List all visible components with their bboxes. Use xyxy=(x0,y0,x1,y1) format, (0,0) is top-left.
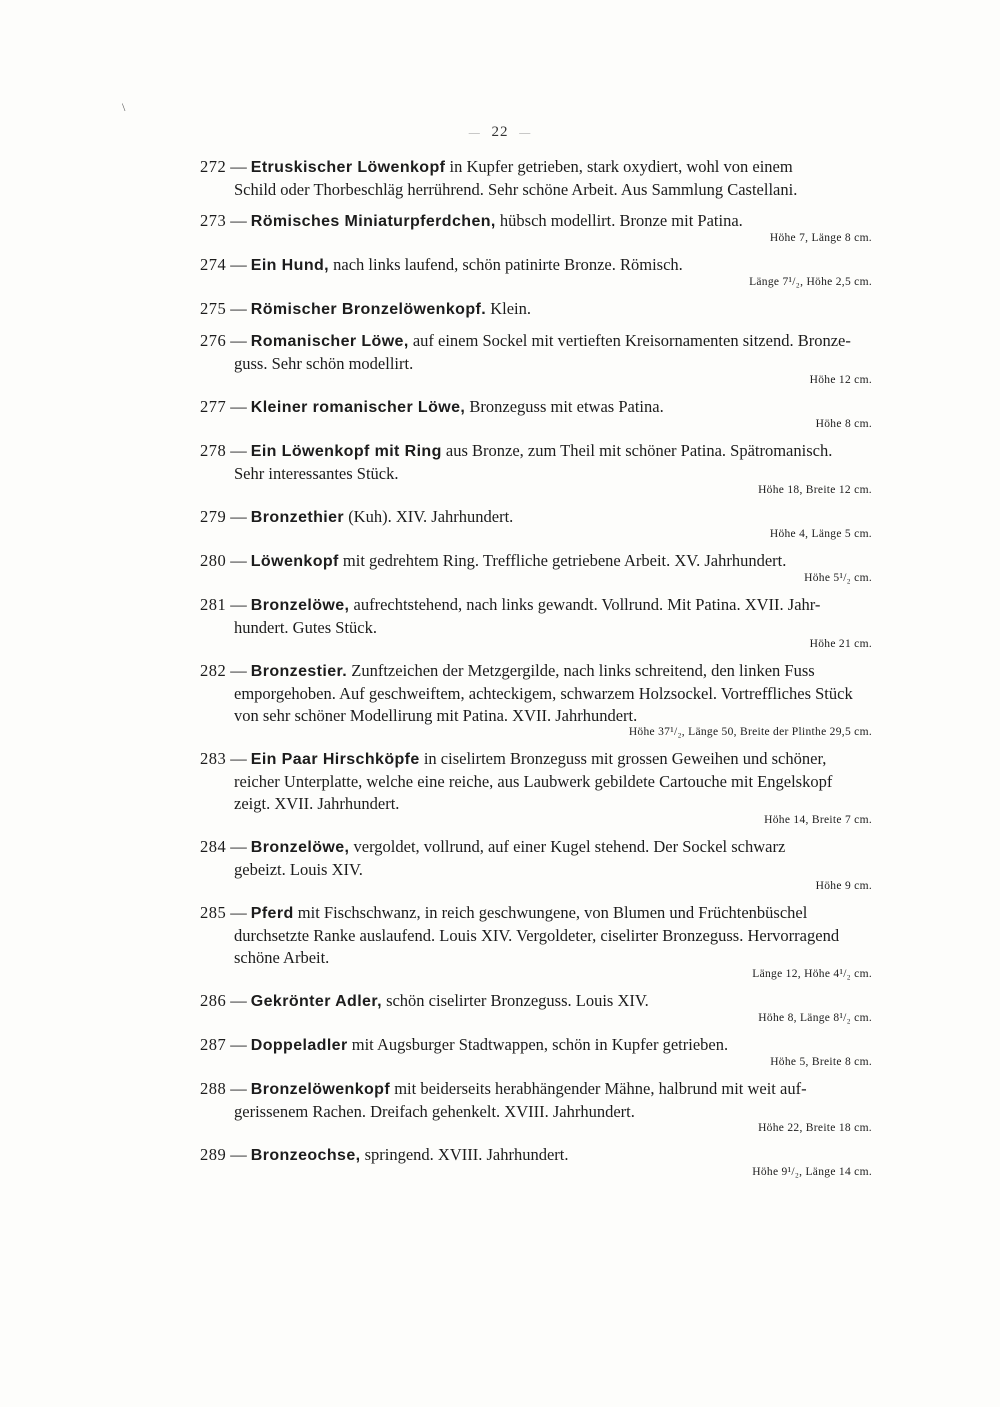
entry-measurements: Höhe 9 cm. xyxy=(815,880,872,892)
entry-first-line xyxy=(200,1078,900,1101)
entry-text-line-1: aufrechtstehend, nach links gewandt. Vollrund. Mit Patina. XVII. Jahr- xyxy=(353,595,821,614)
entry-dash: — xyxy=(230,551,247,570)
entry-number: 276 xyxy=(200,331,227,350)
entry-text-line-3: zeigt. XVII. Jahrhundert. xyxy=(234,794,400,813)
entry-first-line xyxy=(200,156,900,179)
entry-measurements: Höhe 14, Breite 7 cm. xyxy=(764,814,872,826)
entry-measurements: Höhe 5¹/₂ cm. xyxy=(804,572,872,584)
entry-text-line-3: schöne Arbeit. xyxy=(234,948,330,967)
entry-dash: — xyxy=(230,397,247,416)
entry-first-line xyxy=(200,660,900,683)
stray-mark: \ xyxy=(122,100,126,114)
catalog-entry xyxy=(200,1078,900,1135)
entry-number: 275 xyxy=(200,299,227,318)
entry-first-line xyxy=(200,396,900,419)
entry-dash: — xyxy=(230,595,247,614)
entry-number: 280 xyxy=(200,551,227,570)
catalog-entry xyxy=(200,254,900,289)
entry-text-line-2: guss. Sehr schön modellirt. xyxy=(234,354,414,373)
catalog-entry xyxy=(200,210,900,245)
catalog-entry xyxy=(200,1144,900,1179)
entry-dash: — xyxy=(230,837,247,856)
entry-description xyxy=(200,1034,900,1057)
entry-heading: Ein Hund, xyxy=(250,257,330,274)
entry-measurements: Höhe 37¹/₂, Länge 50, Breite der Plinthe 29,5 cm. xyxy=(628,726,872,738)
entry-description xyxy=(200,660,900,727)
entry-first-line xyxy=(200,594,900,617)
entry-text-line-1: mit beiderseits herabhängender Mähne, halbrund mit weit auf- xyxy=(394,1079,807,1098)
entry-text-line-1: mit gedrehtem Ring. Treffliche getriebene Arbeit. XV. Jahrhundert. xyxy=(342,551,787,570)
entry-heading: Bronzeochse, xyxy=(250,1147,361,1164)
entry-text-line-1: vergoldet, vollrund, auf einer Kugel stehend. Der Sockel schwarz xyxy=(353,837,786,856)
entry-number: 287 xyxy=(200,1035,227,1054)
entry-description xyxy=(200,1144,900,1167)
entry-number: 277 xyxy=(200,397,227,416)
entry-text-line-1: in ciselirtem Bronzeguss mit grossen Geweihen und schöner, xyxy=(423,749,827,768)
entry-text-line-2: Schild oder Thorbeschläg herrührend. Sehr schöne Arbeit. Aus Sammlung Castellani. xyxy=(234,180,798,199)
entry-text-line-1: in Kupfer getrieben, stark oxydiert, wohl von einem xyxy=(449,157,793,176)
catalog-entry xyxy=(200,836,900,893)
entry-text-line-2: reicher Unterplatte, welche eine reiche, aus Laubwerk gebildete Cartouche mit Engelskopf xyxy=(234,772,833,791)
entry-heading: Römischer Bronzelöwenkopf. xyxy=(250,301,487,318)
entry-heading: Romanischer Löwe, xyxy=(250,333,409,350)
catalog-entries xyxy=(200,156,900,1188)
entry-first-line xyxy=(200,298,900,321)
entry-dash: — xyxy=(230,1035,247,1054)
entry-number: 278 xyxy=(200,441,227,460)
entry-description xyxy=(200,506,900,529)
catalog-entry xyxy=(200,330,900,387)
entry-dash: — xyxy=(230,331,247,350)
entry-dash: — xyxy=(230,441,247,460)
catalog-entry xyxy=(200,990,900,1025)
entry-text-line-1: schön ciselirter Bronzeguss. Louis XIV. xyxy=(386,991,649,1010)
catalog-entry xyxy=(200,660,900,739)
entry-heading: Ein Paar Hirschköpfe xyxy=(250,751,420,768)
entry-dash: — xyxy=(230,749,247,768)
entry-number: 284 xyxy=(200,837,227,856)
entry-measurements: Länge 12, Höhe 4¹/₂ cm. xyxy=(752,968,872,980)
entry-description xyxy=(200,902,900,969)
entry-measurements: Höhe 5, Breite 8 cm. xyxy=(770,1056,872,1068)
entry-description xyxy=(200,330,900,375)
entry-measurements: Höhe 4, Länge 5 cm. xyxy=(769,528,872,540)
catalog-entry xyxy=(200,298,900,321)
entry-text-line-1: (Kuh). XIV. Jahrhundert. xyxy=(348,507,514,526)
entry-description xyxy=(200,1078,900,1123)
entry-first-line xyxy=(200,1144,900,1167)
entry-measurements: Höhe 8 cm. xyxy=(815,418,872,430)
entry-number: 279 xyxy=(200,507,227,526)
entry-measurements: Höhe 7, Länge 8 cm. xyxy=(769,232,872,244)
catalog-entry xyxy=(200,550,900,585)
page-number-line xyxy=(0,124,1000,141)
entry-text-line-2: emporgehoben. Auf geschweiftem, achteckigem, schwarzem Holzsockel. Vortreffliches Stück xyxy=(234,684,853,703)
entry-first-line xyxy=(200,440,900,463)
entry-number: 289 xyxy=(200,1145,227,1164)
page-number-dash-right: — xyxy=(519,127,532,139)
entry-text-line-2: Sehr interessantes Stück. xyxy=(234,464,399,483)
entry-measurements: Höhe 22, Breite 18 cm. xyxy=(758,1122,872,1134)
entry-description xyxy=(200,748,900,815)
entry-measurements: Höhe 9¹/₂, Länge 14 cm. xyxy=(752,1166,872,1178)
entry-text-line-2: gerissenem Rachen. Dreifach gehenkelt. XVIII. Jahrhundert. xyxy=(234,1102,635,1121)
entry-first-line xyxy=(200,254,900,277)
entry-number: 282 xyxy=(200,661,227,680)
entry-measurements: Höhe 21 cm. xyxy=(809,638,872,650)
entry-measurements: Länge 7¹/₂, Höhe 2,5 cm. xyxy=(749,276,872,288)
entry-text-line-1: auf einem Sockel mit vertieften Kreisornamenten sitzend. Bronze- xyxy=(412,331,851,350)
entry-heading: Löwenkopf xyxy=(250,553,339,570)
entry-first-line xyxy=(200,330,900,353)
entry-text-line-1: springend. XVIII. Jahrhundert. xyxy=(364,1145,569,1164)
entry-heading: Bronzethier xyxy=(250,509,345,526)
entry-dash: — xyxy=(230,255,247,274)
entry-heading: Bronzestier. xyxy=(250,663,348,680)
entry-heading: Etruskischer Löwenkopf xyxy=(250,159,446,176)
entry-number: 285 xyxy=(200,903,227,922)
entry-text-line-1: Klein. xyxy=(490,299,531,318)
catalog-entry xyxy=(200,902,900,981)
entry-text-line-1: hübsch modellirt. Bronze mit Patina. xyxy=(499,211,743,230)
entry-dash: — xyxy=(230,507,247,526)
entry-description xyxy=(200,990,900,1013)
entry-heading: Bronzelöwenkopf xyxy=(250,1081,391,1098)
entry-dash: — xyxy=(230,157,247,176)
entry-heading: Bronzelöwe, xyxy=(250,597,350,614)
entry-description xyxy=(200,836,900,881)
entry-heading: Pferd xyxy=(250,905,294,922)
entry-first-line xyxy=(200,902,900,925)
catalog-entry xyxy=(200,1034,900,1069)
entry-text-line-2: hundert. Gutes Stück. xyxy=(234,618,377,637)
entry-dash: — xyxy=(230,661,247,680)
entry-description xyxy=(200,594,900,639)
entry-heading: Doppeladler xyxy=(250,1037,348,1054)
entry-text-line-2: gebeizt. Louis XIV. xyxy=(234,860,363,879)
page-number: 22 xyxy=(491,124,509,140)
entry-description xyxy=(200,156,900,201)
catalog-entry xyxy=(200,396,900,431)
entry-first-line xyxy=(200,550,900,573)
entry-text-line-1: Bronzeguss mit etwas Patina. xyxy=(469,397,664,416)
entry-number: 274 xyxy=(200,255,227,274)
entry-measurements: Höhe 18, Breite 12 cm. xyxy=(758,484,872,496)
catalog-entry xyxy=(200,156,900,201)
entry-first-line xyxy=(200,990,900,1013)
entry-heading: Kleiner romanischer Löwe, xyxy=(250,399,466,416)
entry-text-line-1: aus Bronze, zum Theil mit schöner Patina. Spätromanisch. xyxy=(445,441,833,460)
entry-dash: — xyxy=(230,211,247,230)
entry-dash: — xyxy=(230,1145,247,1164)
entry-text-line-1: nach links laufend, schön patinirte Bronze. Römisch. xyxy=(333,255,683,274)
entry-number: 281 xyxy=(200,595,227,614)
entry-dash: — xyxy=(230,1079,247,1098)
catalog-entry xyxy=(200,506,900,541)
entry-number: 288 xyxy=(200,1079,227,1098)
entry-number: 273 xyxy=(200,211,227,230)
entry-number: 286 xyxy=(200,991,227,1010)
entry-text-line-1: Zunftzeichen der Metzgergilde, nach links schreitend, den linken Fuss xyxy=(351,661,815,680)
entry-text-line-3: von sehr schöner Modellirung mit Patina. XVII. Jahrhundert. xyxy=(234,706,638,725)
entry-measurements: Höhe 8, Länge 8¹/₂ cm. xyxy=(758,1012,872,1024)
catalog-entry xyxy=(200,440,900,497)
entry-first-line xyxy=(200,506,900,529)
entry-heading: Römisches Miniaturpferdchen, xyxy=(250,213,496,230)
entry-dash: — xyxy=(230,903,247,922)
entry-description xyxy=(200,254,900,277)
entry-text-line-1: mit Fischschwanz, in reich geschwungene, von Blumen und Früchtenbüschel xyxy=(297,903,808,922)
entry-first-line xyxy=(200,748,900,771)
entry-heading: Ein Löwenkopf mit Ring xyxy=(250,443,442,460)
entry-description xyxy=(200,210,900,233)
entry-description xyxy=(200,550,900,573)
entry-number: 283 xyxy=(200,749,227,768)
entry-description xyxy=(200,440,900,485)
catalog-entry xyxy=(200,748,900,827)
entry-description xyxy=(200,298,900,321)
entry-heading: Gekrönter Adler, xyxy=(250,993,382,1010)
entry-heading: Bronzelöwe, xyxy=(250,839,350,856)
entry-dash: — xyxy=(230,991,247,1010)
catalog-entry xyxy=(200,594,900,651)
entry-description xyxy=(200,396,900,419)
entry-text-line-2: durchsetzte Ranke auslaufend. Louis XIV. Vergoldeter, ciselirter Bronzeguss. Hervorragend xyxy=(234,926,840,945)
entry-first-line xyxy=(200,836,900,859)
entry-dash: — xyxy=(230,299,247,318)
entry-first-line xyxy=(200,210,900,233)
entry-text-line-1: mit Augsburger Stadtwappen, schön in Kupfer getrieben. xyxy=(351,1035,729,1054)
entry-number: 272 xyxy=(200,157,227,176)
entry-first-line xyxy=(200,1034,900,1057)
page-number-dash-left: — xyxy=(468,127,481,139)
entry-measurements: Höhe 12 cm. xyxy=(809,374,872,386)
